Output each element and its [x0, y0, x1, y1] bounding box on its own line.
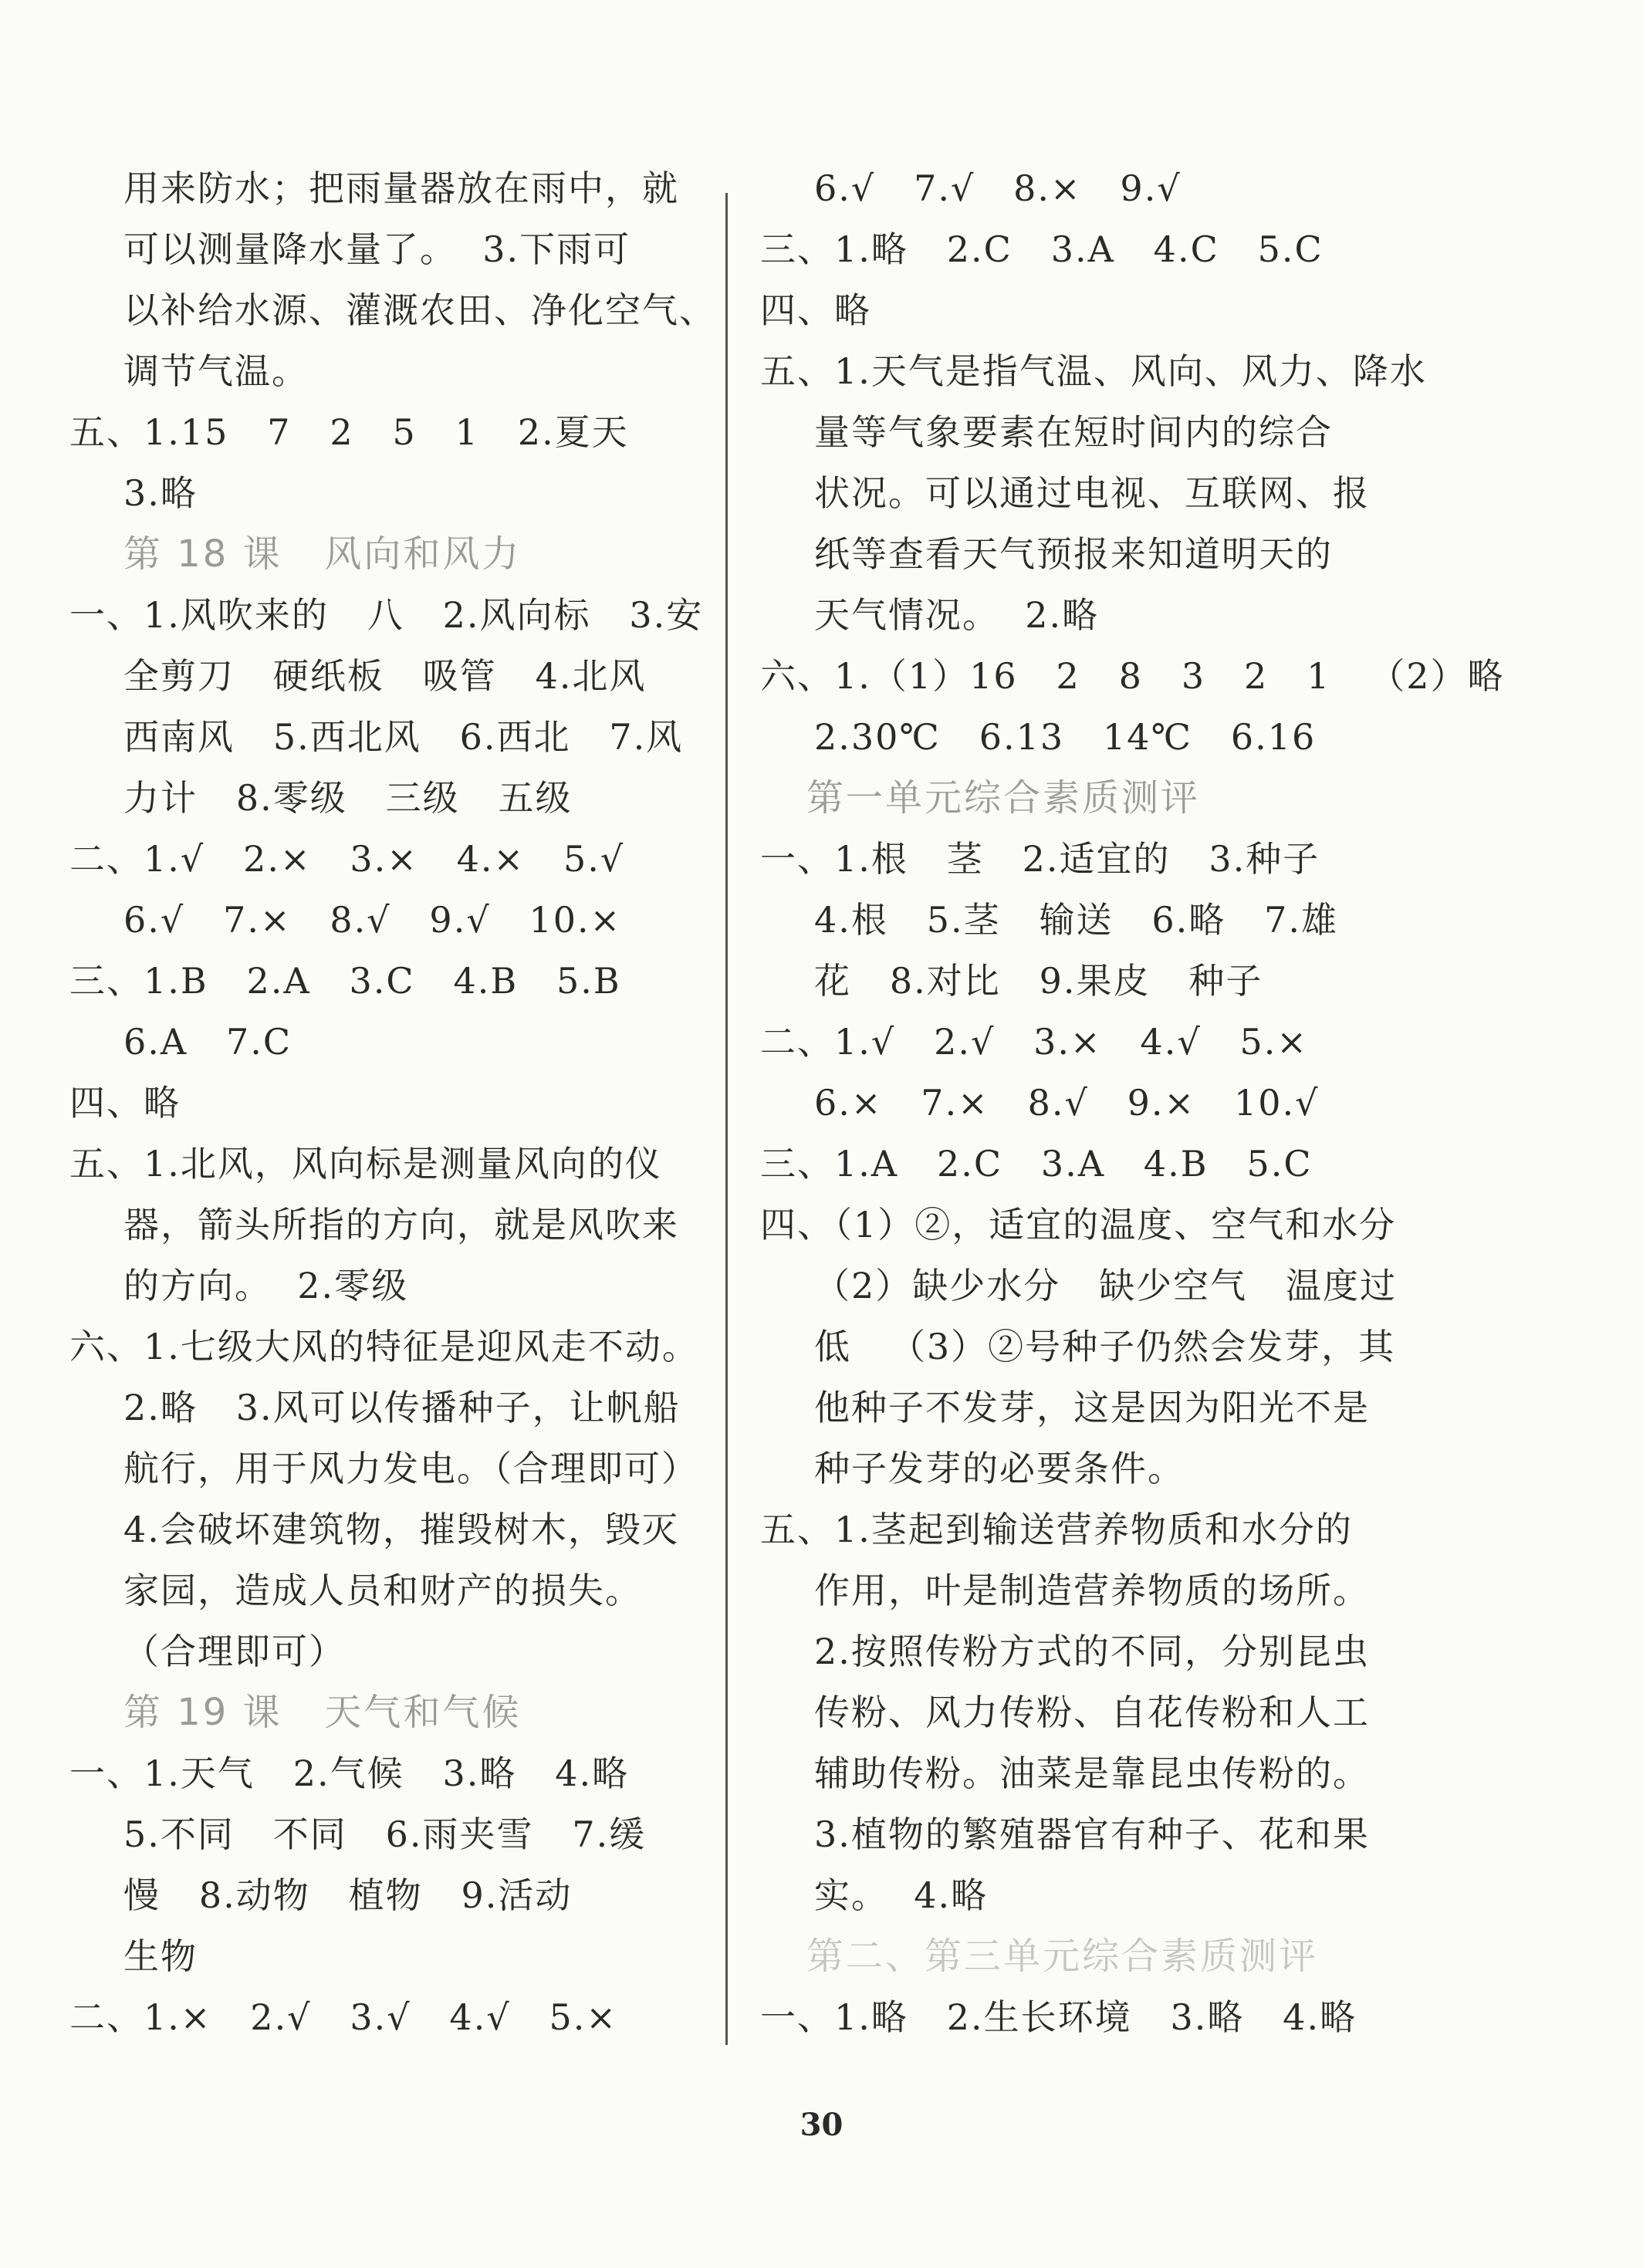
answer-line: 6.× 7.× 8.√ 9.× 10.√ — [814, 1082, 1320, 1124]
answer-line: 3.植物的繁殖器官有种子、花和果 — [814, 1813, 1370, 1855]
page-number: 30 — [800, 2107, 843, 2143]
answer-line: 二、1.× 2.√ 3.√ 4.√ 5.× — [69, 1996, 617, 2038]
answer-line: 航行，用于风力发电。（合理即可） — [123, 1448, 698, 1489]
answer-line: 他种子不发芽，这是因为阳光不是 — [814, 1387, 1370, 1428]
answer-line: 天气情况。 2.略 — [814, 594, 1100, 636]
answer-line: 作用，叶是制造营养物质的场所。 — [814, 1570, 1370, 1611]
answer-line: 实。 4.略 — [814, 1874, 989, 1916]
answer-line: 6.√ 7.√ 8.× 9.√ — [814, 167, 1182, 209]
answer-line: 三、1.A 2.C 3.A 4.B 5.C — [760, 1143, 1313, 1185]
answer-line: 2.30℃ 6.13 14℃ 6.16 — [814, 716, 1317, 758]
answer-line: 四、（1）②，适宜的温度、空气和水分 — [760, 1204, 1397, 1246]
answer-line: （合理即可） — [123, 1631, 346, 1672]
answer-line: 4.根 5.茎 输送 6.略 7.雄 — [814, 899, 1339, 941]
answer-line: 四、略 — [69, 1082, 181, 1124]
answer-line: 可以测量降水量了。 3.下雨可 — [123, 228, 631, 270]
answer-line: 的方向。 2.零级 — [123, 1265, 409, 1306]
right-column — [760, 158, 1505, 2048]
column-divider — [725, 193, 728, 2045]
answer-line: 一、1.天气 2.气候 3.略 4.略 — [69, 1753, 630, 1794]
answer-line: 慢 8.动物 植物 9.活动 — [123, 1874, 573, 1916]
answer-line: 量等气象要素在短时间内的综合 — [814, 411, 1333, 453]
section-heading: 第二、第三单元综合素质测评 — [806, 1935, 1319, 1978]
answer-line: 五、1.北风，风向标是测量风向的仪 — [69, 1143, 662, 1185]
section-heading: 第一单元综合素质测评 — [806, 776, 1201, 820]
answer-line: 三、1.略 2.C 3.A 4.C 5.C — [760, 228, 1324, 270]
answer-line: 五、1.15 7 2 5 1 2.夏天 — [69, 411, 629, 453]
answer-line: 器，箭头所指的方向，就是风吹来 — [123, 1204, 679, 1246]
answer-line: 用来防水；把雨量器放在雨中，就 — [123, 167, 679, 209]
answer-line: 调节气温。 — [123, 350, 309, 392]
answer-line: 5.不同 不同 6.雨夹雪 7.缓 — [123, 1813, 647, 1855]
answer-line: 三、1.B 2.A 3.C 4.B 5.B — [69, 960, 621, 1002]
answer-line: 西南风 5.西北风 6.西北 7.风 — [123, 716, 684, 758]
answer-line: 花 8.对比 9.果皮 种子 — [814, 960, 1263, 1002]
answer-line: 纸等查看天气预报来知道明天的 — [814, 533, 1333, 575]
answer-line: （2）缺少水分 缺少空气 温度过 — [814, 1265, 1397, 1306]
answer-line: 状况。可以通过电视、互联网、报 — [814, 472, 1370, 514]
answer-line: 五、1.天气是指气温、风向、风力、降水 — [760, 350, 1427, 392]
left-column — [69, 158, 716, 2048]
answer-line: 家园，造成人员和财产的损失。 — [123, 1570, 642, 1611]
answer-line: 3.略 — [123, 472, 198, 514]
answer-line: 一、1.风吹来的 八 2.风向标 3.安 — [69, 594, 704, 636]
answer-line: 生物 — [123, 1935, 198, 1977]
section-heading: 第 18 课 风向和风力 — [123, 532, 522, 576]
answer-line: 2.略 3.风可以传播种子，让帆船 — [123, 1387, 681, 1428]
answer-line: 四、略 — [760, 289, 871, 331]
answer-line: 二、1.√ 2.× 3.× 4.× 5.√ — [69, 838, 625, 880]
answer-line: 六、1.七级大风的特征是迎风走不动。 — [69, 1326, 699, 1367]
answer-line: 六、1.（1）16 2 8 3 2 1 （2）略 — [760, 655, 1505, 697]
answer-line: 辅助传粉。油菜是靠昆虫传粉的。 — [814, 1753, 1370, 1794]
answer-line: 2.按照传粉方式的不同，分别昆虫 — [814, 1631, 1370, 1672]
answer-line: 五、1.茎起到输送营养物质和水分的 — [760, 1509, 1353, 1550]
answer-line: 一、1.根 茎 2.适宜的 3.种子 — [760, 838, 1320, 880]
answer-line: 以补给水源、灌溉农田、净化空气、 — [123, 289, 716, 331]
answer-line: 低 （3）②号种子仍然会发芽，其 — [814, 1326, 1396, 1367]
answer-line: 传粉、风力传粉、自花传粉和人工 — [814, 1692, 1370, 1733]
answer-line: 种子发芽的必要条件。 — [814, 1448, 1185, 1489]
answer-line: 二、1.√ 2.√ 3.× 4.√ 5.× — [760, 1021, 1308, 1063]
answer-line: 4.会破坏建筑物，摧毁树木，毁灭 — [123, 1509, 679, 1550]
answer-line: 力计 8.零级 三级 五级 — [123, 777, 573, 819]
answer-line: 全剪刀 硬纸板 吸管 4.北风 — [123, 655, 647, 697]
section-heading: 第 19 课 天气和气候 — [123, 1691, 522, 1734]
answer-line: 一、1.略 2.生长环境 3.略 4.略 — [760, 1996, 1357, 2038]
answer-line: 6.A 7.C — [123, 1021, 292, 1063]
answer-line: 6.√ 7.× 8.√ 9.√ 10.× — [123, 899, 622, 941]
